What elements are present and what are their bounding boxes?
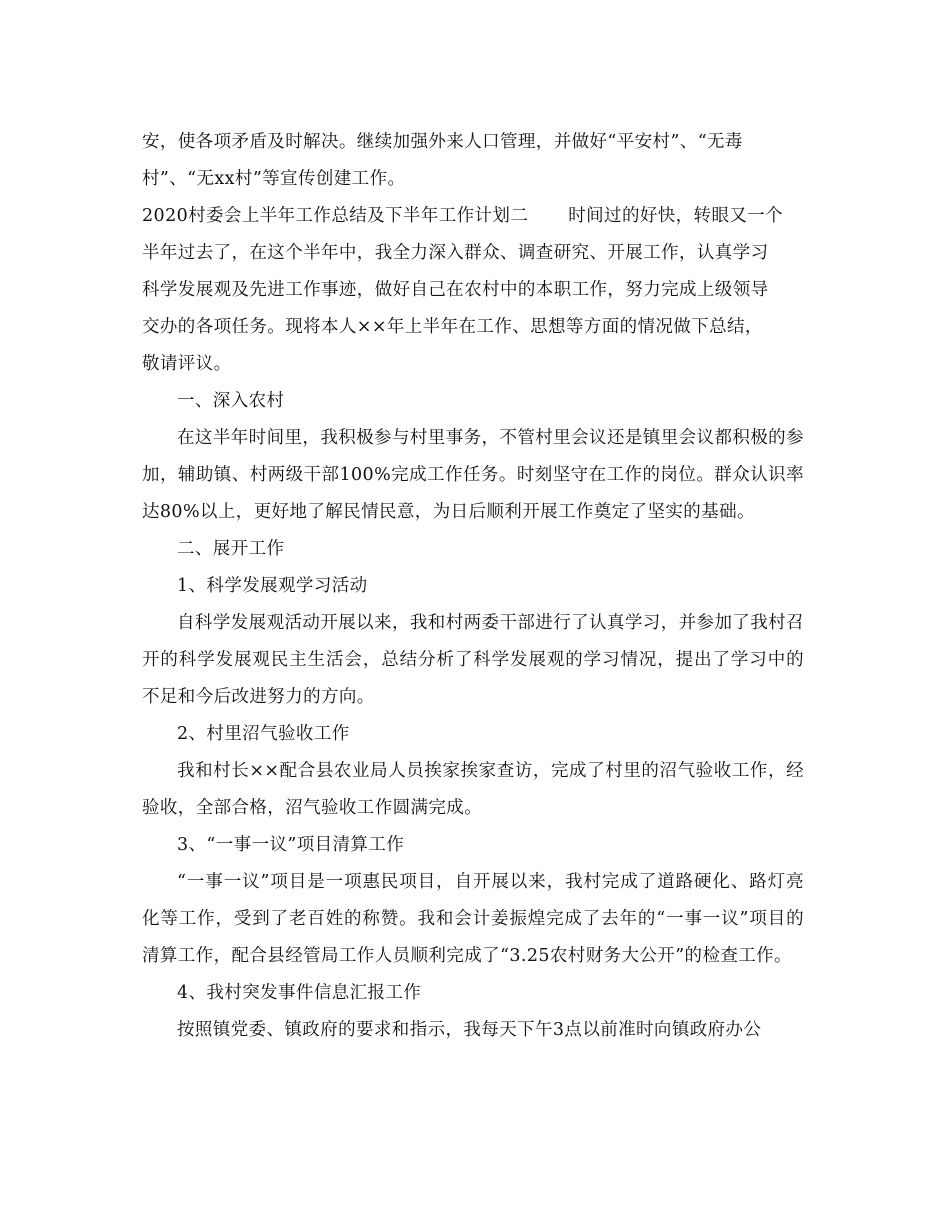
heading-text: 时间过的好快，转眼又一个 [568,206,784,226]
item-title: 1、科学发展观学习活动 [177,576,368,596]
document-heading: 2020村委会上半年工作总结及下半年工作计划二 [142,206,529,226]
continuation-paragraph [142,124,804,198]
text-line: 交办的各项任务。现将本人××年上半年在工作、思想等方面的情况做下总结， [142,317,763,337]
text-line: 科学发展观及先进工作事迹，做好自己在农村中的本职工作，努力完成上级领导 [142,280,769,300]
heading-paragraph [142,198,804,383]
item-paragraph: 自科学发展观活动开展以来，我和村两委干部进行了认真学习，并参加了我村召开的科学发展观民主生活会，总结分析了科学发展观的学习情况，提出了学习中的不足和今后改进努力的方向。 [142,613,804,707]
item-title: 2、村里沼气验收工作 [177,724,350,744]
section-title: 一、深入农村 [177,391,285,411]
item-title: 3、“一事一议”项目清算工作 [177,835,405,855]
item-paragraph: “一事一议”项目是一项惠民项目，自开展以来，我村完成了道路硬化、路灯亮化等工作，受到了老百姓的称赞。我和会计姜振煌完成了去年的“一事一议”项目的清算工作，配合县经管局工作人员顺利完成了“3.25农村财务大公开”的检查工作。 [142,872,804,966]
text-line: 敬请评议。 [142,354,232,374]
item-paragraph: 按照镇党委、镇政府的要求和指示，我每天下午3点以前准时向镇政府办公 [177,1020,762,1040]
section-paragraph: 在这半年时间里，我积极参与村里事务，不管村里会议还是镇里会议都积极的参加，辅助镇、村两级干部100%完成工作任务。时刻坚守在工作的岗位。群众认识率达80%以上，更好地了解民情民意，为日后顺利开展工作奠定了坚实的基础。 [142,428,804,522]
text-line: 安，使各项矛盾及时解决。继续加强外来人口管理，并做好“平安村”、“无毒 [142,132,743,152]
section-title: 二、展开工作 [177,539,285,559]
heading-line [142,198,804,235]
text-line: 半年过去了，在这个半年中，我全力深入群众、调查研究、开展工作，认真学习 [142,243,769,263]
item-title: 4、我村突发事件信息汇报工作 [177,983,422,1003]
text-line: 村”、“无xx村”等宣传创建工作。 [142,169,406,189]
item-paragraph: 我和村长××配合县农业局人员挨家挨家查访，完成了村里的沼气验收工作，经验收，全部合格，沼气验收工作圆满完成。 [142,761,804,818]
document-body [142,124,804,1049]
